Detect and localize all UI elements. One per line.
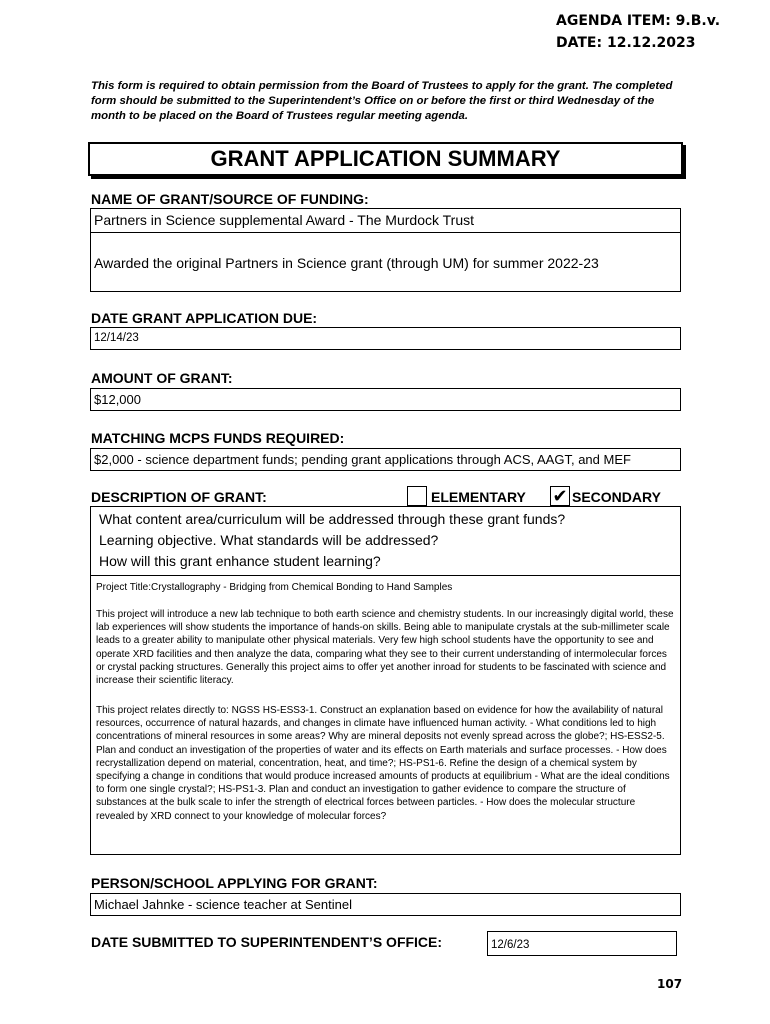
secondary-checkbox[interactable] [550, 486, 570, 506]
prompt-enhance-learning: How will this grant enhance student learning? [99, 553, 381, 569]
grant-name-divider [91, 232, 680, 233]
submitted-value: 12/6/23 [491, 939, 530, 951]
description-prompts [99, 509, 565, 572]
page-number: 107 [657, 977, 683, 991]
matching-value: $2,000 - science department funds; pending grant applications through ACS, AAGT, and MEF [94, 452, 631, 467]
agenda-date: DATE: 12.12.2023 [556, 35, 696, 51]
agenda-item: AGENDA ITEM: 9.B.v. [556, 13, 721, 29]
project-paragraph-1: This project will introduce a new lab technique to both earth science and chemistry students. In our increasingly digital world, these lab experiences will show students the importance of hands-on skills. Being able to manipulate crystals at the sub-millimeter scale leads to a greater ability to manipulate other physical materials. Very few high school students have the opportunity to see and operate XRD facilities and then analyze the data, comparing what they see to their current understanding of intermolecular forces or crystal packing structures. Generally this project aims to offer yet another inroad for students to be fascinated with science and increase their scientific literacy. [96, 609, 674, 687]
prompt-learning-objective: Learning objective. What standards will be addressed? [99, 532, 439, 548]
amount-label: AMOUNT OF GRANT: [91, 370, 233, 386]
grant-name-line2: Awarded the original Partners in Science grant (through UM) for summer 2022-23 [94, 255, 599, 271]
amount-value: $12,000 [94, 392, 141, 407]
elementary-label: ELEMENTARY [431, 489, 526, 505]
form-title: GRANT APPLICATION SUMMARY [210, 146, 561, 171]
description-divider [91, 575, 680, 576]
grant-name-label: NAME OF GRANT/SOURCE OF FUNDING: [91, 191, 369, 207]
form-title-box [88, 142, 683, 176]
matching-field [90, 448, 681, 471]
due-date-label: DATE GRANT APPLICATION DUE: [91, 310, 318, 326]
grant-name-field [90, 208, 681, 292]
intro-text: This form is required to obtain permission from the Board of Trustees to apply for the grant. The completed form should be submitted to the Superintendent’s Office on or before the first or third Wednesday of the month to be placed on the Board of Trustees regular meeting agenda. [91, 80, 673, 122]
secondary-label: SECONDARY [572, 489, 661, 505]
description-field [90, 506, 681, 855]
grant-name-line1: Partners in Science supplemental Award - The Murdock Trust [94, 212, 474, 228]
project-title: Project Title:Crystallography - Bridging from Chemical Bonding to Hand Samples [96, 582, 453, 593]
matching-label: MATCHING MCPS FUNDS REQUIRED: [91, 430, 345, 446]
applicant-field [90, 893, 681, 916]
elementary-checkbox[interactable] [407, 486, 427, 506]
amount-field [90, 388, 681, 411]
project-paragraph-2: This project relates directly to: NGSS HS-ESS3-1. Construct an explanation based on evidence for how the availability of natural resources, occurrence of natural hazards, and changes in climate have influenced human activity. - What conditions led to high concentrations of mineral resources in some areas? Why are mineral deposits not evenly spread across the globe?; HS-ESS2-5. Plan and conduct an investigation of the properties of water and its effects on Earth materials and surface processes. - How does recrystallization depend on material, concentration, heat, and time?; HS-PS1-6. Refine the design of a chemical system by specifying a change in conditions that would produce increased amounts of products at equilibrium - What are the ideal conditions to form one single crystal?; HS-PS1-3. Plan and conduct an investigation to gather evidence to compare the structure of substances at the bulk scale to infer the strength of electrical forces between particles. - How does the molecular structure revealed by XRD connect to your knowledge of molecular forces? [96, 705, 670, 822]
due-date-field [90, 327, 681, 350]
applicant-value: Michael Jahnke - science teacher at Sentinel [94, 897, 352, 912]
agenda-header [556, 10, 720, 54]
description-label: DESCRIPTION OF GRANT: [91, 489, 267, 505]
submitted-label: DATE SUBMITTED TO SUPERINTENDENT’S OFFICE: [91, 934, 443, 950]
due-date-value: 12/14/23 [94, 332, 139, 344]
prompt-content-area: What content area/curriculum will be addressed through these grant funds? [99, 511, 566, 527]
checkmark-icon: ✔ [552, 485, 568, 506]
submitted-field [487, 931, 677, 956]
applicant-label: PERSON/SCHOOL APPLYING FOR GRANT: [91, 875, 378, 891]
